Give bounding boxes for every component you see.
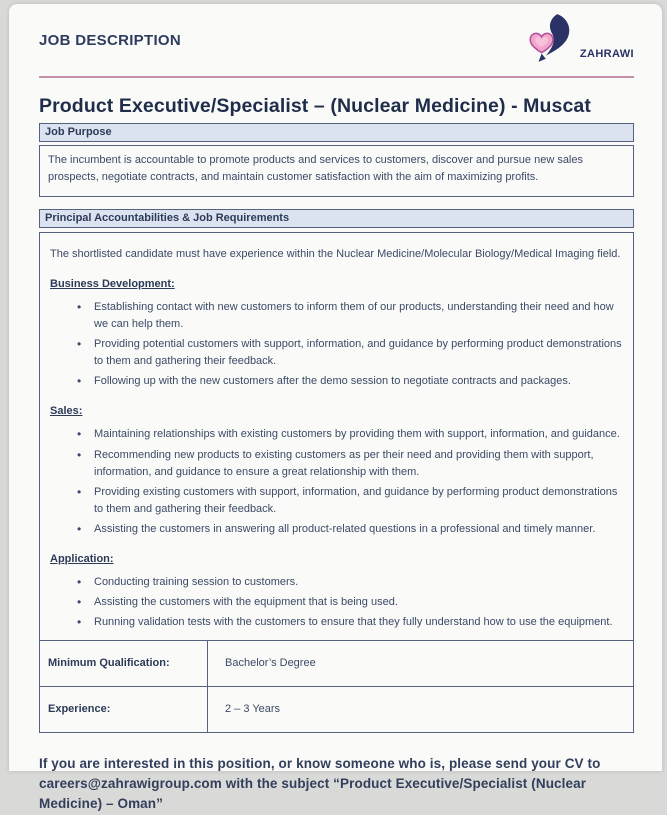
job-purpose-text: The incumbent is accountable to promote products and services to customers, discover and pursue new sales prospects, negotiate contracts, and maintain customer satisfaction with the aim of maximizing profits. [48, 154, 583, 184]
table-row [40, 640, 634, 686]
accountabilities-intro: The shortlisted candidate must have experience within the Nuclear Medicine/Molecular Biology/Medical Imaging field. [50, 248, 621, 261]
business-development-list [50, 299, 623, 390]
group-heading-business-development: Business Development: [50, 278, 175, 291]
job-purpose-box [39, 145, 634, 197]
group-heading-application: Application: [50, 552, 114, 565]
experience-value: 2 – 3 Years [208, 686, 634, 732]
bullet-item: • Establishing contact with new customers to inform them of our products, understanding their need and how we can help them. [77, 299, 623, 333]
document-header [39, 12, 634, 68]
zahrawi-logo-icon [526, 13, 578, 68]
bullet-item: • Conducting training session to customers. [77, 574, 623, 591]
bullet-item: • Maintaining relationships with existing customers by providing them with support, information, and guidance. [77, 426, 623, 443]
document-title-label: JOB DESCRIPTION [39, 31, 182, 49]
details-table [39, 640, 634, 733]
job-title: Product Executive/Specialist – (Nuclear Medicine) - Muscat [39, 95, 591, 117]
application-instructions: If you are interested in this position, or know someone who is, please send your CV to careers@zahrawigroup.com with the subject “Product Executive/Specialist (Nuclear Medicine) – Oman” [39, 755, 601, 812]
bullet-item: • Providing potential customers with support, information, and guidance by performing product demonstrations to them and gathering their feedback. [77, 336, 623, 370]
experience-label: Experience: [40, 686, 208, 732]
bullet-item: • Providing existing customers with support, information, and guidance by performing product demonstrations to them and gathering their feedback. [77, 484, 623, 518]
qualification-label: Minimum Qualification: [40, 640, 208, 686]
bullet-item: • Running validation tests with the customers to ensure that they fully understand how to use the equipment. [77, 614, 623, 631]
bullet-item: • Assisting the customers in answering all product-related questions in a professional and timely manner. [77, 521, 623, 538]
document-page [9, 4, 662, 812]
header-divider-rule [39, 76, 634, 78]
bullet-item: • Following up with the new customers after the demo session to negotiate contracts and packages. [77, 373, 623, 390]
job-purpose-heading-bar: Job Purpose [39, 123, 634, 142]
accountabilities-heading-bar: Principal Accountabilities & Job Requirements [39, 209, 634, 228]
application-list [50, 574, 623, 631]
zahrawi-logo-wordmark: ZAHRAWI [579, 47, 634, 60]
group-heading-sales: Sales: [50, 405, 83, 418]
accountabilities-box [39, 232, 634, 640]
zahrawi-logo [526, 13, 634, 68]
swoosh-tail-icon [538, 53, 545, 61]
bullet-item: • Assisting the customers with the equipment that is being used. [77, 594, 623, 611]
spacer [39, 197, 634, 209]
sales-list [50, 426, 623, 537]
qualification-value: Bachelor’s Degree [208, 640, 634, 686]
bullet-item: • Recommending new products to existing customers as per their need and providing them with support, information, and guidance to ensure a great relationship with them. [77, 447, 623, 481]
table-row [40, 686, 634, 732]
